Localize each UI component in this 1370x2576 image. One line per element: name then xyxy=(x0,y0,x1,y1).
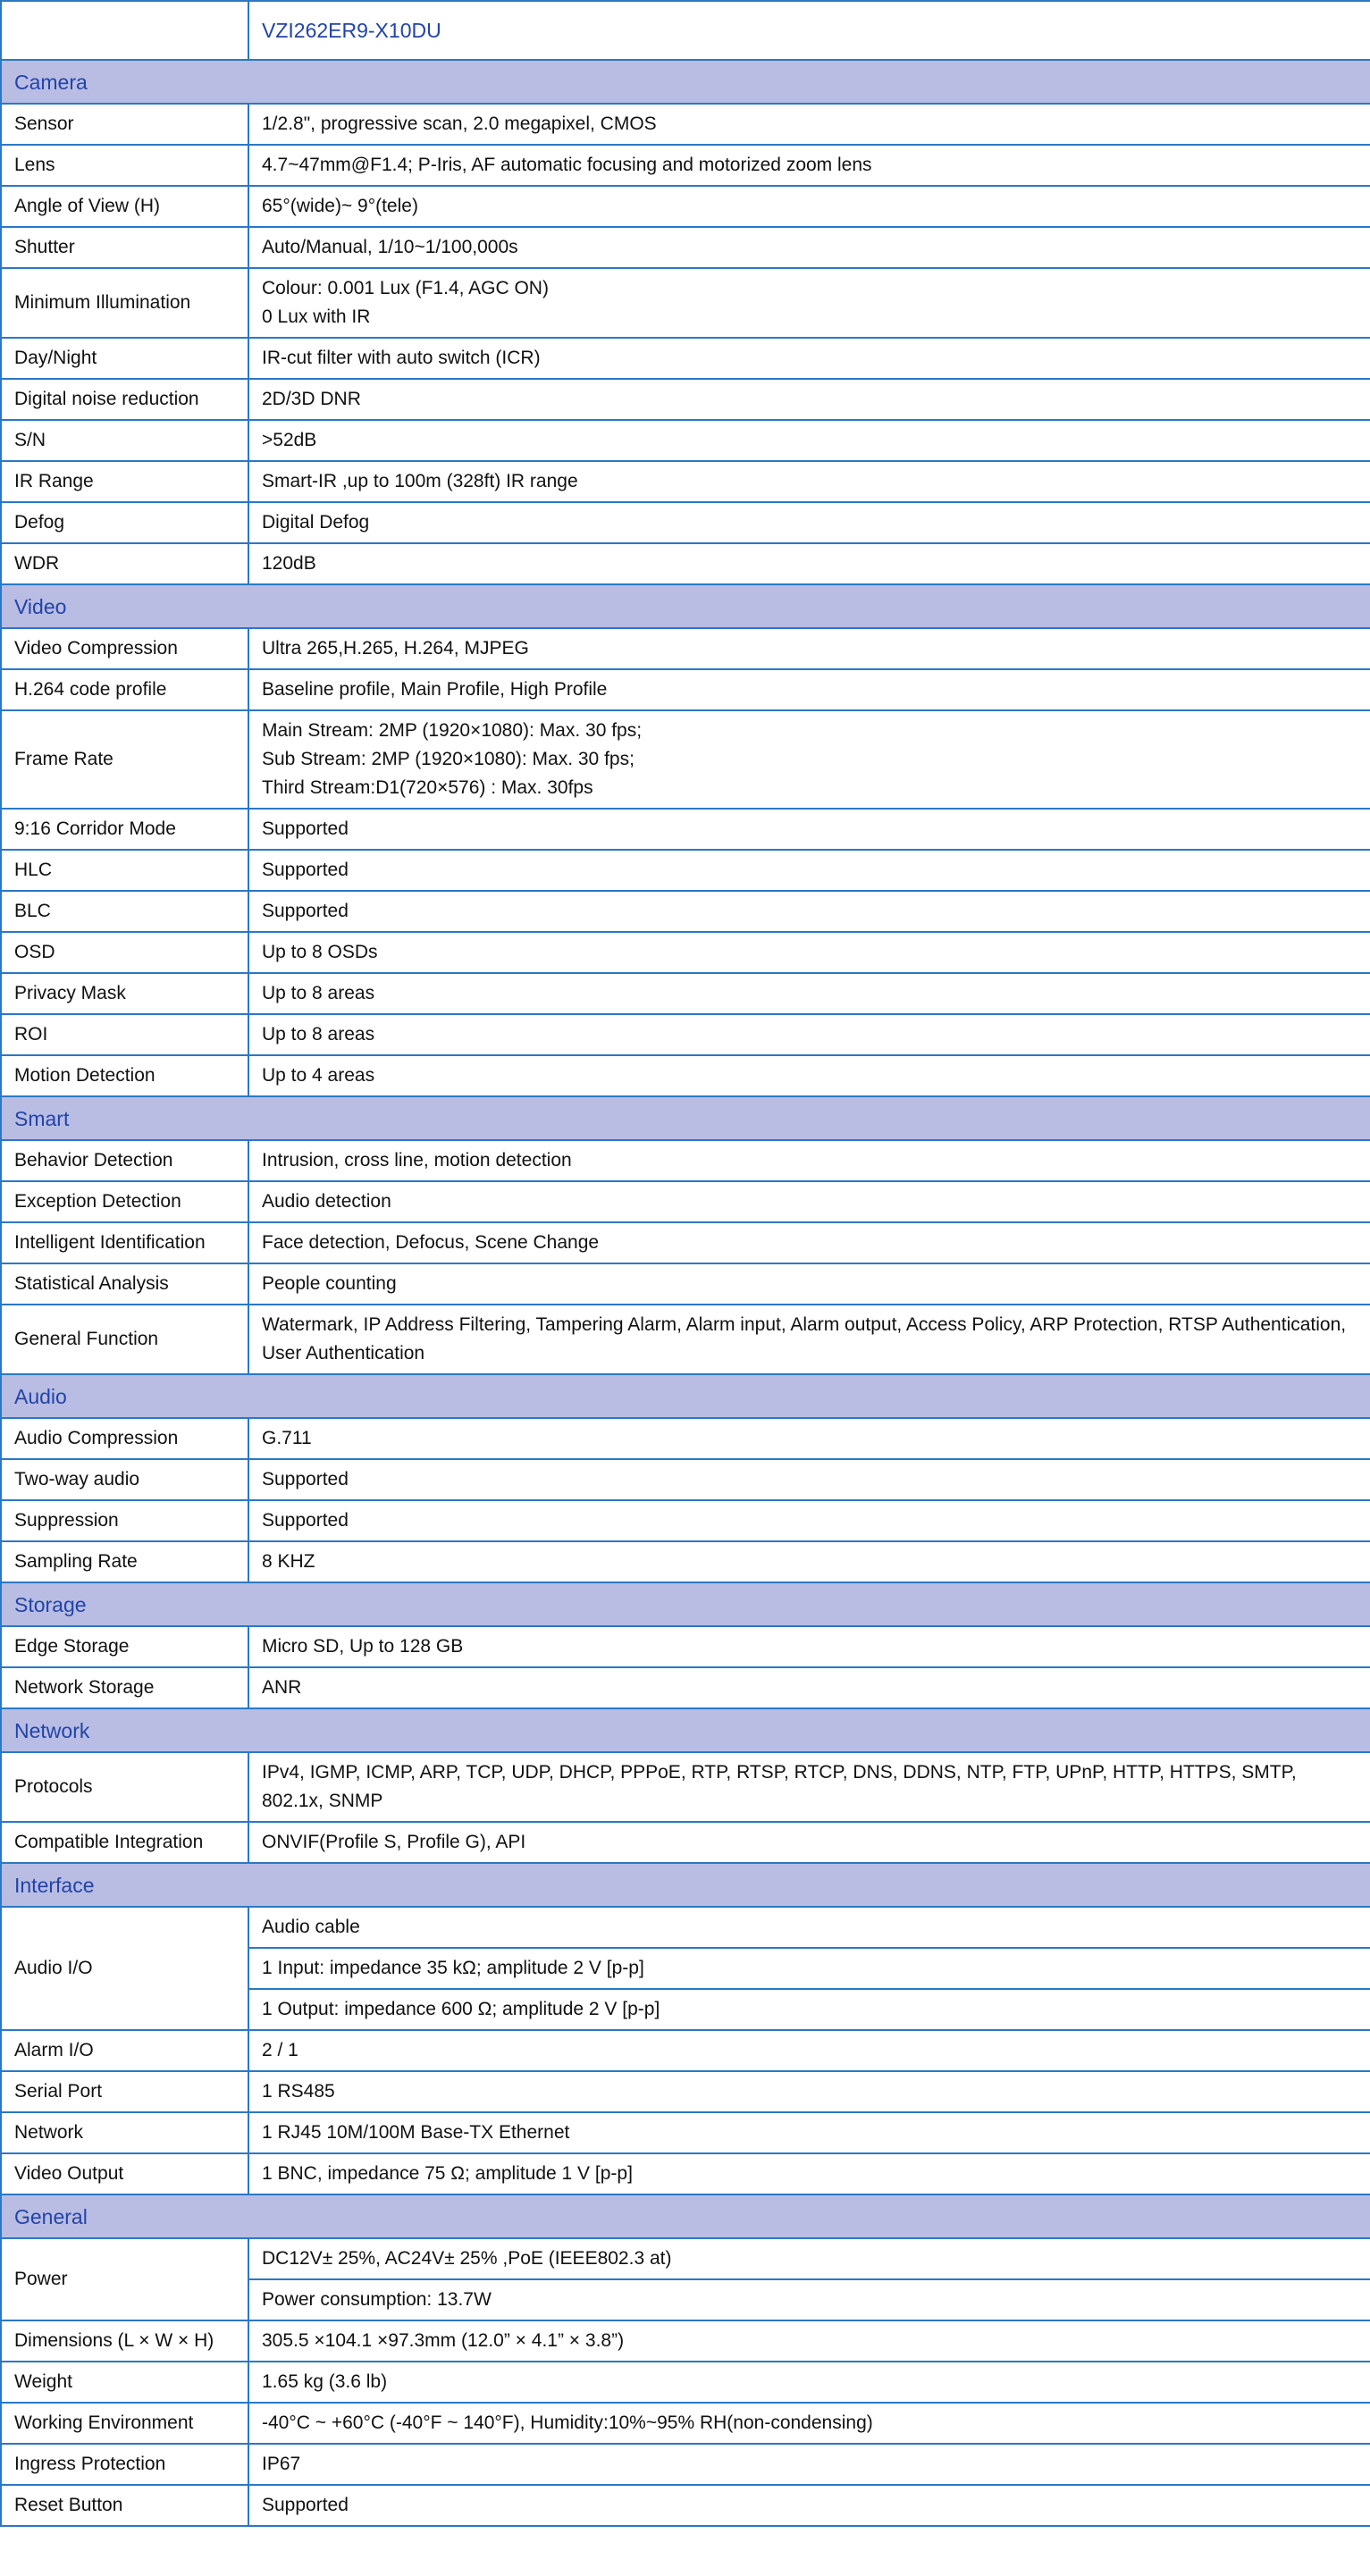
spec-label: Exception Detection xyxy=(1,1181,248,1222)
spec-value xyxy=(248,1822,1370,1863)
spec-label: Audio Compression xyxy=(1,1418,248,1459)
spec-value xyxy=(248,1500,1370,1541)
spec-value xyxy=(248,850,1370,891)
spec-value xyxy=(248,2238,1370,2320)
spec-value-line: Ultra 265,H.265, H.264, MJPEG xyxy=(262,638,529,659)
spec-row xyxy=(1,891,1370,932)
spec-value-line: Digital Defog xyxy=(262,512,370,533)
spec-label: Defog xyxy=(1,502,248,543)
spec-value xyxy=(248,1667,1370,1708)
spec-value xyxy=(248,2362,1370,2403)
spec-value xyxy=(248,1626,1370,1667)
spec-value-line: DC12V± 25%, AC24V± 25% ,PoE (IEEE802.3 at) xyxy=(249,2239,1370,2280)
spec-value xyxy=(248,2403,1370,2444)
section-title: Camera xyxy=(1,60,1370,104)
spec-label: Reset Button xyxy=(1,2485,248,2526)
spec-value-line: 120dB xyxy=(262,553,316,574)
section-header-storage xyxy=(1,1582,1370,1626)
spec-value xyxy=(248,420,1370,461)
spec-value-line: 0 Lux with IR xyxy=(262,306,371,327)
spec-label: Dimensions (L × W × H) xyxy=(1,2320,248,2362)
spec-value xyxy=(248,2112,1370,2153)
header-row xyxy=(1,1,1370,60)
spec-label: Video Output xyxy=(1,2153,248,2194)
spec-value-line: 8 KHZ xyxy=(262,1551,315,1572)
section-header-general xyxy=(1,2194,1370,2238)
section-title: Video xyxy=(1,584,1370,628)
spec-value-line: Power consumption: 13.7W xyxy=(262,2289,492,2310)
spec-row xyxy=(1,1907,1370,2030)
spec-value xyxy=(248,186,1370,227)
spec-row xyxy=(1,1055,1370,1096)
spec-label: Audio I/O xyxy=(1,1907,248,2030)
spec-row xyxy=(1,2362,1370,2403)
spec-value-line: Intrusion, cross line, motion detection xyxy=(262,1150,572,1171)
spec-value-line: Supported xyxy=(262,818,349,839)
spec-value-line: Third Stream:D1(720×576) : Max. 30fps xyxy=(262,777,593,798)
spec-row xyxy=(1,268,1370,338)
spec-row xyxy=(1,2444,1370,2485)
spec-value-line: IR-cut filter with auto switch (ICR) xyxy=(262,348,541,368)
spec-value-line: 4.7~47mm@F1.4; P-Iris, AF automatic focusing and motorized zoom lens xyxy=(262,155,872,175)
spec-value xyxy=(248,1222,1370,1263)
spec-row xyxy=(1,1181,1370,1222)
spec-value-line: Supported xyxy=(262,1469,349,1489)
spec-value xyxy=(248,543,1370,584)
spec-label: WDR xyxy=(1,543,248,584)
spec-value-line: Watermark, IP Address Filtering, Tampering Alarm, Alarm input, Alarm output, Access Policy, ARP Protection, RTSP Authentication, User Authentication xyxy=(262,1314,1347,1364)
spec-value-line: 1 Input: impedance 35 kΩ; amplitude 2 V [p-p] xyxy=(249,1949,1370,1990)
spec-value xyxy=(248,1541,1370,1582)
spec-row xyxy=(1,2485,1370,2526)
spec-label: Minimum Illumination xyxy=(1,268,248,338)
spec-row xyxy=(1,379,1370,420)
spec-label: Statistical Analysis xyxy=(1,1263,248,1305)
spec-label: Ingress Protection xyxy=(1,2444,248,2485)
spec-value xyxy=(248,145,1370,186)
spec-label: Edge Storage xyxy=(1,1626,248,1667)
spec-label: ROI xyxy=(1,1014,248,1055)
spec-value-line: Audio cable xyxy=(249,1908,1370,1949)
spec-label: Angle of View (H) xyxy=(1,186,248,227)
spec-label: Compatible Integration xyxy=(1,1822,248,1863)
spec-label: Sampling Rate xyxy=(1,1541,248,1582)
spec-row xyxy=(1,932,1370,973)
spec-value xyxy=(248,1305,1370,1374)
spec-value-line: 1.65 kg (3.6 lb) xyxy=(262,2371,388,2392)
spec-label: Power xyxy=(1,2238,248,2320)
spec-value-line: 1 Output: impedance 600 Ω; amplitude 2 V [p-p] xyxy=(262,1999,660,2019)
spec-value-line: People counting xyxy=(262,1273,397,1294)
section-title: Audio xyxy=(1,1374,1370,1418)
spec-value xyxy=(248,227,1370,268)
spec-table-body xyxy=(1,1,1370,2526)
spec-value-line: Main Stream: 2MP (1920×1080): Max. 30 fps; xyxy=(262,720,643,741)
spec-value-line: IPv4, IGMP, ICMP, ARP, TCP, UDP, DHCP, PPPoE, RTP, RTSP, RTCP, DNS, DDNS, NTP, FTP, UPnP, HTTP, HTTPS, SMTP, 802.1x, SNMP xyxy=(262,1762,1297,1811)
spec-value xyxy=(248,809,1370,850)
section-header-smart xyxy=(1,1096,1370,1140)
spec-value-line: Colour: 0.001 Lux (F1.4, AGC ON) xyxy=(262,278,549,298)
spec-value-line: Audio detection xyxy=(262,1191,391,1212)
spec-value-line: ANR xyxy=(262,1677,302,1698)
spec-row xyxy=(1,2403,1370,2444)
spec-value xyxy=(248,2071,1370,2112)
spec-label: Digital noise reduction xyxy=(1,379,248,420)
spec-row xyxy=(1,2238,1370,2320)
spec-row xyxy=(1,1014,1370,1055)
spec-label: Day/Night xyxy=(1,338,248,379)
spec-value-line: Smart-IR ,up to 100m (328ft) IR range xyxy=(262,471,578,491)
spec-value xyxy=(248,1907,1370,2030)
spec-value xyxy=(248,1181,1370,1222)
spec-label: Suppression xyxy=(1,1500,248,1541)
spec-value-line: Supported xyxy=(262,901,349,921)
spec-value-line: >52dB xyxy=(262,430,317,450)
spec-value-line: ONVIF(Profile S, Profile G), API xyxy=(262,1832,526,1852)
spec-label: HLC xyxy=(1,850,248,891)
spec-value xyxy=(248,1014,1370,1055)
spec-value-line: Supported xyxy=(262,860,349,880)
spec-row xyxy=(1,1459,1370,1500)
spec-label: Motion Detection xyxy=(1,1055,248,1096)
spec-value-line: IP67 xyxy=(262,2454,301,2474)
spec-value xyxy=(248,1752,1370,1822)
header-blank-cell xyxy=(1,1,248,60)
spec-value xyxy=(248,628,1370,669)
section-title: Interface xyxy=(1,1863,1370,1907)
spec-value xyxy=(248,338,1370,379)
section-header-network xyxy=(1,1708,1370,1752)
spec-row xyxy=(1,850,1370,891)
spec-label: Two-way audio xyxy=(1,1459,248,1500)
spec-row xyxy=(1,710,1370,809)
model-name: VZI262ER9-X10DU xyxy=(248,1,1370,60)
spec-value xyxy=(248,2153,1370,2194)
spec-value xyxy=(248,268,1370,338)
spec-label: Frame Rate xyxy=(1,710,248,809)
spec-label: S/N xyxy=(1,420,248,461)
spec-value-line: 1 RS485 xyxy=(262,2081,335,2102)
spec-value-line: 305.5 ×104.1 ×97.3mm (12.0” × 4.1” × 3.8”) xyxy=(262,2330,625,2351)
spec-value xyxy=(248,502,1370,543)
spec-value xyxy=(248,932,1370,973)
spec-value-line: Up to 8 OSDs xyxy=(262,942,378,962)
spec-row xyxy=(1,502,1370,543)
spec-label: BLC xyxy=(1,891,248,932)
spec-label: Weight xyxy=(1,2362,248,2403)
spec-label: Network Storage xyxy=(1,1667,248,1708)
spec-row xyxy=(1,973,1370,1014)
section-title: General xyxy=(1,2194,1370,2238)
spec-value xyxy=(248,2320,1370,2362)
spec-row xyxy=(1,461,1370,502)
spec-value-line: 2D/3D DNR xyxy=(262,389,361,409)
spec-value xyxy=(248,669,1370,710)
spec-row xyxy=(1,1263,1370,1305)
spec-value-line: 1 RJ45 10M/100M Base-TX Ethernet xyxy=(262,2122,570,2143)
spec-value-line: Face detection, Defocus, Scene Change xyxy=(262,1232,600,1253)
spec-row xyxy=(1,2071,1370,2112)
spec-row xyxy=(1,1626,1370,1667)
section-title: Network xyxy=(1,1708,1370,1752)
spec-label: Shutter xyxy=(1,227,248,268)
spec-value xyxy=(248,1055,1370,1096)
spec-value-line: Auto/Manual, 1/10~1/100,000s xyxy=(262,237,518,257)
section-header-audio xyxy=(1,1374,1370,1418)
spec-row xyxy=(1,1418,1370,1459)
spec-value-line: Supported xyxy=(262,2495,349,2515)
spec-value-line: G.711 xyxy=(262,1428,312,1448)
section-title: Storage xyxy=(1,1582,1370,1626)
spec-row xyxy=(1,543,1370,584)
spec-label: Privacy Mask xyxy=(1,973,248,1014)
spec-value xyxy=(248,891,1370,932)
spec-row xyxy=(1,2153,1370,2194)
spec-value xyxy=(248,2444,1370,2485)
spec-value xyxy=(248,379,1370,420)
spec-row xyxy=(1,104,1370,145)
spec-value xyxy=(248,1263,1370,1305)
spec-value xyxy=(248,1418,1370,1459)
spec-row xyxy=(1,1500,1370,1541)
spec-row xyxy=(1,2320,1370,2362)
spec-label: Working Environment xyxy=(1,2403,248,2444)
spec-value-line: Baseline profile, Main Profile, High Profile xyxy=(262,679,608,700)
spec-value-line: Up to 4 areas xyxy=(262,1065,375,1086)
spec-row xyxy=(1,338,1370,379)
section-title: Smart xyxy=(1,1096,1370,1140)
spec-label: Sensor xyxy=(1,104,248,145)
spec-value xyxy=(248,710,1370,809)
section-header-camera xyxy=(1,60,1370,104)
spec-value-line: 65°(wide)~ 9°(tele) xyxy=(262,196,418,216)
spec-value-line: Up to 8 areas xyxy=(262,983,375,1003)
section-header-video xyxy=(1,584,1370,628)
spec-label: Video Compression xyxy=(1,628,248,669)
spec-row xyxy=(1,1752,1370,1822)
spec-label: Intelligent Identification xyxy=(1,1222,248,1263)
spec-row xyxy=(1,1667,1370,1708)
spec-row xyxy=(1,145,1370,186)
spec-row xyxy=(1,1541,1370,1582)
spec-row xyxy=(1,628,1370,669)
spec-row xyxy=(1,1222,1370,1263)
spec-row xyxy=(1,2112,1370,2153)
spec-value xyxy=(248,973,1370,1014)
spec-value xyxy=(248,2030,1370,2071)
spec-value xyxy=(248,2485,1370,2526)
spec-label: Serial Port xyxy=(1,2071,248,2112)
spec-value-line: Micro SD, Up to 128 GB xyxy=(262,1636,464,1657)
spec-value-line: 2 / 1 xyxy=(262,2040,298,2060)
spec-label: H.264 code profile xyxy=(1,669,248,710)
spec-row xyxy=(1,2030,1370,2071)
spec-row xyxy=(1,1305,1370,1374)
spec-label: Network xyxy=(1,2112,248,2153)
spec-value xyxy=(248,1459,1370,1500)
spec-value-line: 1 BNC, impedance 75 Ω; amplitude 1 V [p-p] xyxy=(262,2163,633,2184)
spec-row xyxy=(1,186,1370,227)
spec-value xyxy=(248,104,1370,145)
spec-label: Behavior Detection xyxy=(1,1140,248,1181)
spec-value-line: -40°C ~ +60°C (-40°F ~ 140°F), Humidity:10%~95% RH(non-condensing) xyxy=(262,2412,873,2433)
spec-label: 9:16 Corridor Mode xyxy=(1,809,248,850)
spec-row xyxy=(1,420,1370,461)
spec-row xyxy=(1,669,1370,710)
spec-label: OSD xyxy=(1,932,248,973)
section-header-interface xyxy=(1,1863,1370,1907)
spec-row xyxy=(1,1822,1370,1863)
spec-label: Lens xyxy=(1,145,248,186)
spec-label: Alarm I/O xyxy=(1,2030,248,2071)
spec-label: IR Range xyxy=(1,461,248,502)
spec-value xyxy=(248,1140,1370,1181)
spec-value-line: Sub Stream: 2MP (1920×1080): Max. 30 fps; xyxy=(262,749,635,769)
spec-value-line: 1/2.8", progressive scan, 2.0 megapixel, CMOS xyxy=(262,113,657,134)
spec-row xyxy=(1,1140,1370,1181)
spec-label: General Function xyxy=(1,1305,248,1374)
spec-row xyxy=(1,809,1370,850)
spec-label: Protocols xyxy=(1,1752,248,1822)
spec-value-line: Supported xyxy=(262,1510,349,1531)
spec-row xyxy=(1,227,1370,268)
spec-value xyxy=(248,461,1370,502)
spec-value-line: Up to 8 areas xyxy=(262,1024,375,1045)
